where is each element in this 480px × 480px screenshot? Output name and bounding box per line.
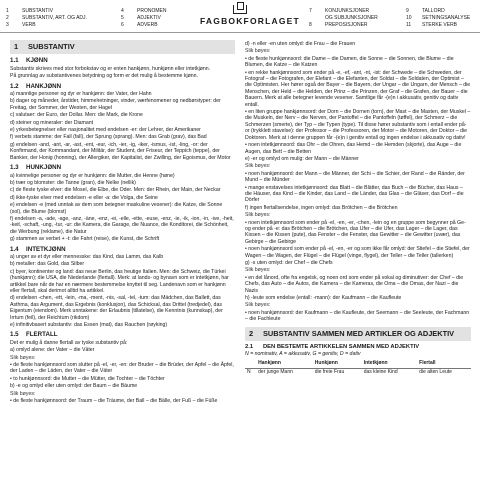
- list-item: g) endelsen -and, -ant, -ar, -ast, -ent, -eur, -ich, -ier, -ig, -iker, -ismus, -ist, -ling, -or: der Konfirmand, der Kommandant, der Militär, der Student, der Friseur, der Teppich (teppe), der Bankier, der Honig (honning), der Allergiker, der Kapitalist, der Zwilling, der Egoismus, der Motor: [10, 141, 231, 161]
- list-item: b) metaller: das Gold, das Silber: [10, 261, 85, 268]
- list-item: • en liten gruppe hankjønnsord: der Dorn – die Dornen (torn), der Mast – die Masten, der Muskel – die Muskeln, der Nerv – die Nerven, der Pantoffel – die Pantoffeln (tøffel), der Schmerz – die Schmerzen (smerte), der Typ – die Typen (type). Til disse hører substantiv som i entall ender på-or (trykklett stavelse): der Professor – die Professoren, der Motor – die Motoren, der Doktor – die Doktoren. Merk at i denne gruppen får -(e)n i genitiv entall og ingen endelse i akkusativ og dativ!: [245, 109, 471, 141]
- book-icon: [233, 5, 247, 14]
- toc-item[interactable]: 7 KONJUNKSJONER: [309, 8, 370, 14]
- subsection-heading: 1.2 HANKJØNN: [10, 82, 62, 90]
- left-column: [10, 40, 235, 406]
- label: Slik bøyes:: [10, 354, 36, 361]
- label: Slik bøyes:: [245, 302, 271, 309]
- label: Slik bøyes:: [245, 267, 271, 274]
- subsection-heading: 1.5 FLERTALL: [10, 331, 58, 339]
- toc-item[interactable]: 6 ADVERB: [121, 22, 158, 28]
- list-item: f) verbets stamme: der Fall (fall), der Sprung (sprang). Men: das Grab (grav), das Bad: [10, 134, 207, 141]
- list-item: d) steiner og mineraler: der Diamant: [10, 119, 94, 126]
- label: Slik bøyes:: [245, 163, 271, 170]
- table-row: [245, 368, 471, 376]
- list-item: e) -er og omlyd om mulig: der Mann – die Männer: [245, 155, 359, 162]
- publisher-logo: [200, 5, 300, 26]
- list-item: e) endelsen -e (med unntak av dem som betegner maskuline vesener): die Katze, die Sonne (sol), die Blume (blomst): [10, 202, 223, 215]
- table-header: Flertall: [417, 359, 471, 368]
- toc-item[interactable]: 2 SUBSTANTIV, ART. OG ADJ.: [6, 15, 87, 21]
- table-header: [245, 359, 256, 368]
- toc-item[interactable]: 10 SETNINGSANALYSE: [406, 15, 471, 21]
- list-item: • noen hankjønnsord: der Kaufmann – die Kaufleute, der Seemann – die Seeleute, der Fachmann – die Fachleute: [245, 309, 470, 323]
- list-item: c) byer, kontinenter og land: das neue Berlin, das heutige Italien. Men: die Schweiz, die Türkei (hunkjønn); die USA, die Niederlande (flertall). Merk: at lands- og bynavn som er intetkjønn, har artikkel bare når de har en nærmere bestemmelse knyttet til seg. Landenavn som er hankjønn eller flertall, skal derimot alltid ha artikkel.: [10, 268, 229, 294]
- list-item: f) ingen flertallsendelse, ingen omlyd: das Brötchen – die Brötchen: [245, 204, 398, 211]
- label: Slik bøyes:: [245, 212, 271, 219]
- list-item: b) -e og omlyd eller uten omlyd: der Baum – die Bäume: [10, 383, 138, 390]
- list-item: a) mannlige personer og dyr er hankjønn: der Vater, der Hahn: [10, 91, 152, 98]
- list-item: b) trær og blomster: die Tanne (gran), die Nelke (nellik): [10, 179, 136, 186]
- list-item: g) -s uten omlyd: der Chef – die Chefs: [245, 260, 333, 266]
- list-item: b) dager og måneder, årstider, himmelretninger, vinder, værfenomener og nedbørstyper: der Freitag, der Sommer, der Westen, der Hagel: [10, 98, 221, 111]
- toc-item[interactable]: 9 TALLORD: [406, 8, 445, 14]
- list-item: • de fleste hankjønnsord: der Traum – die Träume, der Ball – die Bälle, der Fuß – die Füße: [10, 398, 218, 405]
- list-item: c) valutaer: der Euro, der Dollar. Men: die Mark, die Krone: [10, 112, 143, 119]
- subsection-heading: 1.1 KJØNN: [10, 57, 48, 65]
- list-item: a) unger av et dyr eller mennesske: das Kind, das Lamm, das Kalb: [10, 253, 164, 260]
- declension-table: [245, 359, 471, 376]
- paragraph: Substantiv skrives med stor forbokstav og er enten hankjønn, hunkjønn eller intetkjønn.: [10, 65, 211, 72]
- list-item: • noen intetkjønnsord: das Ohr – die Ohren, das Hemd – die Hemden (skjorte), das Auge – die Augen, das Bett – die Betten: [245, 142, 462, 155]
- subsection-heading: 1.4 INTETKJØNN: [10, 245, 66, 253]
- list-item: • en rekke hankjønnsord som ender på -e, -ef, -ant, -nt, -ist: der Schwede – die Schweden, der Fotograf – die Fotografen, der Elefant – die Elefanten, der Soldat – die Soldaten, der Optimist – die Optimisten. Her hører også der Bayer – die Bayern, der Ungar – die Ungarn, der Mensch – die Menschen, der Held – die Helden, der Prinz – die Prinzen, der Graf – die Grafen, der Bauer – die Bauern. Merk at alle betegner levende vesener. Samtlige får -(e)n i akkusativ, genitiv og dativ entall.: [245, 69, 471, 108]
- list-item: e) infinitivbasert substantiv: das Essen (mat), das Rauchen (røyking): [10, 322, 168, 329]
- table-header: Intetkjønn: [362, 359, 417, 368]
- list-item: h) -leute som endelse (entall: -mann): der Kaufmann – die Kaufleute: [245, 295, 402, 302]
- case-legend: N = nominativ, A = akkusativ, G = genitiv, D = dativ: [245, 351, 361, 358]
- right-column: [245, 40, 471, 376]
- list-item: • noen intetkjønnsord som ender på -el, -en, -er, -chen, -lein og en gruppe som begynner på Ge- og ender på -e: das Brötchen – die Brötchen, das Ufer – die Ufer, das Lager – die Lager, das Kissen – die Kissen (pute), das Fenster – die Fenster, das Gewitter – die Gewitter (uvær), das Gebirge – die Gebirge: [245, 219, 466, 245]
- toc-item[interactable]: 5 ADJEKTIV: [121, 15, 161, 21]
- list-item: • noen hankjønnsord: der Mann – die Männer, der Schi – die Schier, der Rand – die Ränder, der Mund – die Münder: [245, 170, 465, 184]
- table-cell: das kleine Kind: [363, 369, 398, 376]
- list-item: d) ikke-tyske elver med endelsen -e eller -a: die Volga, die Seine: [10, 194, 158, 201]
- table-cell: der junge Mann: [258, 369, 293, 376]
- list-item: • de fleste hankjønnsord som slutter på -el, -er, -en: der Bruder – die Brüder, der Apfel – die Äpfel, der Laden – die Läden, der Vater – die Väter: [10, 362, 234, 375]
- page-header: [0, 0, 480, 33]
- list-item: d) -n eller -en uten omlyd: die Frau – die Frauen: [245, 41, 356, 47]
- toc-item[interactable]: OG SUBJUNKSJONER: [325, 15, 378, 21]
- list-item: a) kvinnelige personer og dyr er hunkjønn: die Mutter, die Henne (høne): [10, 172, 175, 179]
- list-item: d) endelsen -chen, -ett, -lein, -ma, -ment, -nis, -sal, -tel, -tum: das Mädchen, das Ballett, das Asthma, das Argument, das Ergebnis (konklusjon), das Schicksal, das Drittel (tredjedel), das Eigentum (eiendom). Merk unntakene: der Erlaubnis (tillatelse), die Kenntnis (kunnskap), der Irrtum (feil), der Reichtum (rikdom): [10, 295, 223, 321]
- toc-left-2: [121, 8, 166, 29]
- toc-item[interactable]: 8 PREPOSISJONER: [309, 22, 368, 28]
- list-item: a) omlyd alene: der Vater – die Väter: [10, 347, 95, 354]
- table-header: Hankjønn: [256, 359, 313, 368]
- list-item: c) de fleste tyske elver: die Mosel, die Elbe, die Oder. Men: der Rhein, der Main, der Neckar: [10, 187, 221, 194]
- toc-right-2: [406, 8, 470, 29]
- table-cell: die alten Leute: [419, 369, 452, 376]
- list-item: • noen hankjønnsord som ender på -el, -en, -er og som ikke får omlyd: der Stiefel – die Stiefel, der Wagen – die Wagen, der Flügel – die Flügel (vinge, flygel), der Teller – die Teller (tallerken): [245, 246, 470, 259]
- table-header: Hunkjønn: [313, 359, 362, 368]
- list-item: f) endelsen -a, -ade, -age, -anz, -äne, -enz, -ei, -elle, -ette, -euse, -enz, -ie, -ik, -ion, -in, -ive, -heit, -keit, -schaft, -ung, -tur, -ur: die Kamera, die Garage, die Nuance, die Konditorei, die Schönheit, die Werbung (reklame), die Natur: [10, 215, 234, 235]
- paragraph: Det er mulig å danne flertall av tyske substantiv på:: [10, 339, 128, 346]
- toc-item[interactable]: 3 VERB: [6, 22, 36, 28]
- list-item: • to hunkjønnsord: die Mutter – die Mütter, die Tochter – die Töchter: [10, 375, 165, 382]
- toc-item[interactable]: 11 STERKE VERB: [406, 22, 458, 28]
- table-header-row: [245, 359, 471, 368]
- toc-left: [6, 8, 87, 29]
- label: Slik bøyes:: [245, 48, 271, 55]
- list-item: e) yrkesbetegnelser eller nasjonalitet med endelsen -er: der Lehrer, der Amerikaner: [10, 127, 201, 134]
- table-cell: N: [247, 369, 251, 376]
- subsection-heading: 2.1 DEN BESTEMTE ARTIKKELEN SAMMEN MED ADJEKTIV: [245, 343, 420, 350]
- subsection-heading: 1.3 HUNKJØNN: [10, 164, 62, 172]
- paragraph: På grunnlag av substantivenes betydning og form er det mulig å bestemme kjønn.: [10, 73, 199, 80]
- list-item: • en del lånord, ofte fra engelsk, og noen ord som ender på vokal og diminutiver: der Chef – die Chefs, das Auto – die Autos, die Kamera – die Kameras, die Oma – die Omas, der Nazi – die Nazis: [245, 274, 464, 294]
- list-item: • de fleste hunkjønnsord: die Dame – die Damen, die Sonne – die Sonnen, die Blume – die Blumen, die Katze – die Katzen: [245, 55, 454, 69]
- toc-item[interactable]: 1 SUBSTANTIV: [6, 8, 54, 14]
- section-heading: 2 SUBSTANTIV SAMMEN MED ARTIKLER OG ADJEKTIV: [245, 327, 471, 341]
- label: Slik bøyes:: [10, 390, 36, 397]
- publisher-name: FAGBOKFORLAGET: [200, 16, 300, 26]
- toc-right: [309, 8, 378, 29]
- toc-item[interactable]: 4 PRONOMEN: [121, 8, 167, 14]
- table-cell: die freie Frau: [314, 369, 345, 376]
- list-item: • mange enstavelses intetkjønnsord: das Blatt – die Blätter, das Buch – die Bücher, das Haus – die Häuser, das Kind – die Kinder, das Land – die Länder, das Glas – die Gläser, das Dorf – die Dörfer: [245, 184, 464, 204]
- list-item: g) stammen av verbet + -t: die Fahrt (reise), die Kunst, die Schrift: [10, 236, 160, 243]
- section-heading: 1 SUBSTANTIV: [10, 40, 235, 54]
